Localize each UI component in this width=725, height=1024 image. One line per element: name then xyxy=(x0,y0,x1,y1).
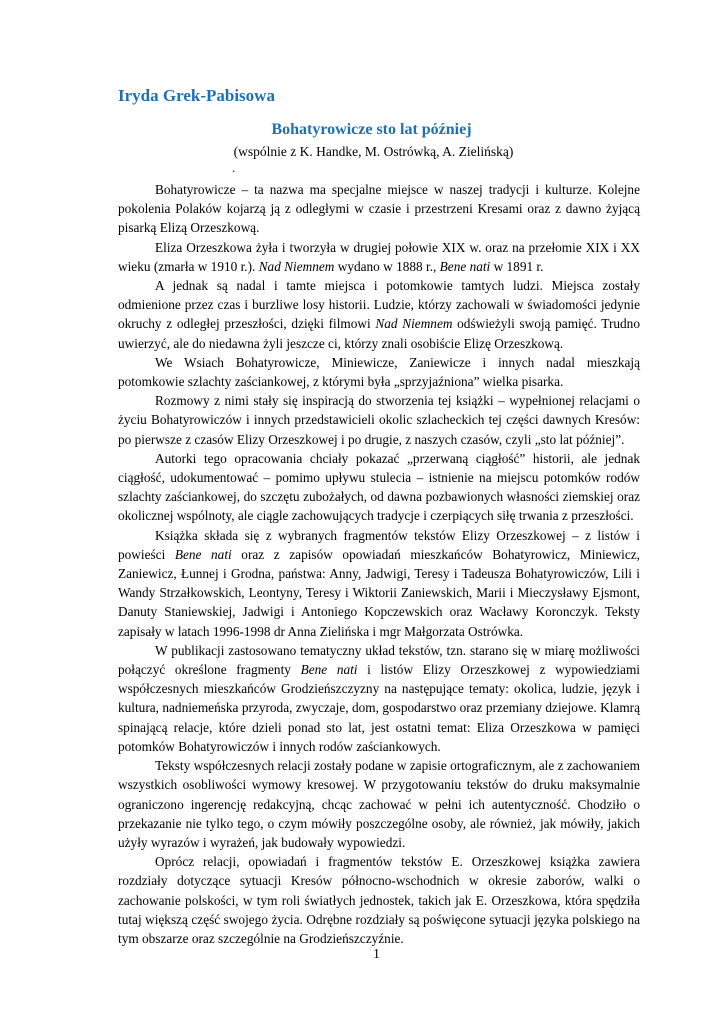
text-segment: wydano w 1888 r., xyxy=(334,258,440,274)
italic-title: Bene nati xyxy=(174,546,232,562)
text-segment: Oprócz relacji, opowiadań i fragmentów tekstów E. Orzeszkowej książka zawiera rozdziały dotyczące sytuacji Kresów północno-wschodnich w okresie zaborów, walki o zachowanie polskości, w tym roli światłych jednostek, takich jak E. Orzeszkowa, która spędziła tutaj większą część swojego życia. Odrębne rozdziały są poświęcone sytuacji języka polskiego na tym obszarze oraz szczególnie na Grodzieńszczyźnie. xyxy=(118,854,640,946)
text-segment: We Wsiach Bohatyrowicze, Miniewicze, Zaniewicze i innych nadal mieszkają potomkowie szlachty zaściankowej, z którymi była „sprzyjaźniona” wielka pisarka. xyxy=(118,354,640,390)
page-number: 1 xyxy=(373,946,380,961)
document-title: Bohatyrowicze sto lat później xyxy=(271,121,472,138)
paragraph xyxy=(118,641,640,756)
paragraph xyxy=(118,526,640,641)
italic-title: Bene nati xyxy=(300,662,358,678)
text-segment: Eliza Orzeszkowa żyła i tworzyła w drugiej połowie XIX w. oraz na przełomie XIX i XX wieku (zmarła w 1910 r.). xyxy=(118,239,640,274)
body-text xyxy=(118,180,640,948)
italic-title: Nad Niemnem xyxy=(258,258,335,274)
text-segment: i listów Elizy Orzeszkowej z wypowiedziami współczesnych mieszkańców Grodzieńszczyzny na następujące tematy: okolica, ludzie, język i kultura, nadniemeńska przyroda, zwyczaje, dom, gospodarstwo oraz przemiany dziejowe. Klamrą spinającą relacje, które dzieli ponad sto lat, jest ostatni temat: Eliza Orzeszkowa w pamięci potomków Bohatyrowiczów i innych rodów zaściankowych. xyxy=(118,662,640,754)
text-segment: W publikacji zastosowano tematyczny układ tekstów, tzn. starano się w miarę możliwości połączyć określone fragmenty xyxy=(118,642,640,678)
paragraph xyxy=(118,449,640,526)
italic-title: Bene nati xyxy=(439,258,491,274)
paragraph xyxy=(118,756,640,852)
stray-dot: . xyxy=(232,160,236,175)
text-segment: Autorki tego opracowania chciały pokazać „przerwaną ciągłość” historii, ale jednak ciągłość, udokumentować – pomimo upływu stulecia – istnienie na miejscu potomków rodów szlachty zaściankowej, do szczętu zubożałych, od dawna pozbawionych własności ziemskiej oraz okolicznej wspólnoty, ale ciągle zachowujących tradycje i czerpiących siłę trwania z przeszłości. xyxy=(118,450,640,524)
paragraph xyxy=(118,353,640,391)
paragraph xyxy=(118,391,640,449)
text-segment: oraz z zapisów opowiadań mieszkańców Bohatyrowicz, Miniewicz, Zaniewicz, Łunnej i Grodna, państwa: Anny, Jadwigi, Teresy i Tadeusza Bohatyrowiczów, Lili i Wandy Strzałkowskich, Leontyny, Teresy i Wiktorii Zaniewskich, Marii i Mieczysławy Ejsmont, Danuty Staniewskiej, Jadwigi i Antoniego Kopczewskich oraz Wacławy Koronczyk. Teksty zapisały w latach 1996-1998 dr Anna Zielińska i mgr Małgorzata Ostrówka. xyxy=(118,546,640,639)
italic-title: Nad Niemnem xyxy=(375,316,453,332)
text-segment: Książka składa się z wybranych fragmentów tekstów Elizy Orzeszkowej – z listów i powieści xyxy=(118,527,640,562)
text-segment: Rozmowy z nimi stały się inspiracją do stworzenia tej książki – wypełnionej relacjami o życiu Bohatyrowiczów i innych przedstawicieli okolic szlacheckich tej części dawnych Kresów: po pierwsze z czasów Elizy Orzeszkowej i po drugie, z naszych czasów, czyli „sto lat później”. xyxy=(118,393,640,447)
paragraph xyxy=(118,238,640,276)
author-name: Iryda Grek-Pabisowa xyxy=(118,86,275,105)
text-segment: Teksty współczesnych relacji zostały podane w zapisie ortograficznym, ale z zachowaniem wszystkich osobliwości wymowy kresowej. W przygotowaniu tekstów do druku maksymalnie ograniczono ingerencję redakcyjną, chcąc zachować w pełni ich autentyczność. Chodziło o przekazanie nie tylko tego, o czym mówiły poszczególne osoby, ale również, jak mówiły, jakich użyły wyrazów i wyrażeń, jak budowały wypowiedzi. xyxy=(118,758,640,850)
text-segment: w 1891 r. xyxy=(490,258,544,274)
paragraph xyxy=(118,852,640,948)
text-segment: A jednak są nadal i tamte miejsca i potomkowie tamtych ludzi. Miejsca zostały odmienione przez czas i burzliwe losy historii. Ludzie, którzy zachowali w świadomości jedynie okruchy z odległej przeszłości, dzięki filmowi xyxy=(118,278,640,332)
text-segment: Bohatyrowicze – ta nazwa ma specjalne miejsce w naszej tradycji i kulturze. Kolejne pokolenia Polaków kojarzą ją z odległymi w czasie i przestrzeni Kresami oraz z dawno żyjącą pisarką Elizą Orzeszkową. xyxy=(118,182,640,236)
text-segment: odświeżyli swoją pamięć. Trudno uwierzyć, ale do niedawna żyli jeszcze ci, którzy znali osobiście Elizę Orzeszkową. xyxy=(118,316,640,351)
paragraph xyxy=(118,180,640,238)
paragraph xyxy=(118,276,640,353)
document-subtitle: (wspólnie z K. Handke, M. Ostrówką, A. Zielińską) xyxy=(233,144,514,159)
